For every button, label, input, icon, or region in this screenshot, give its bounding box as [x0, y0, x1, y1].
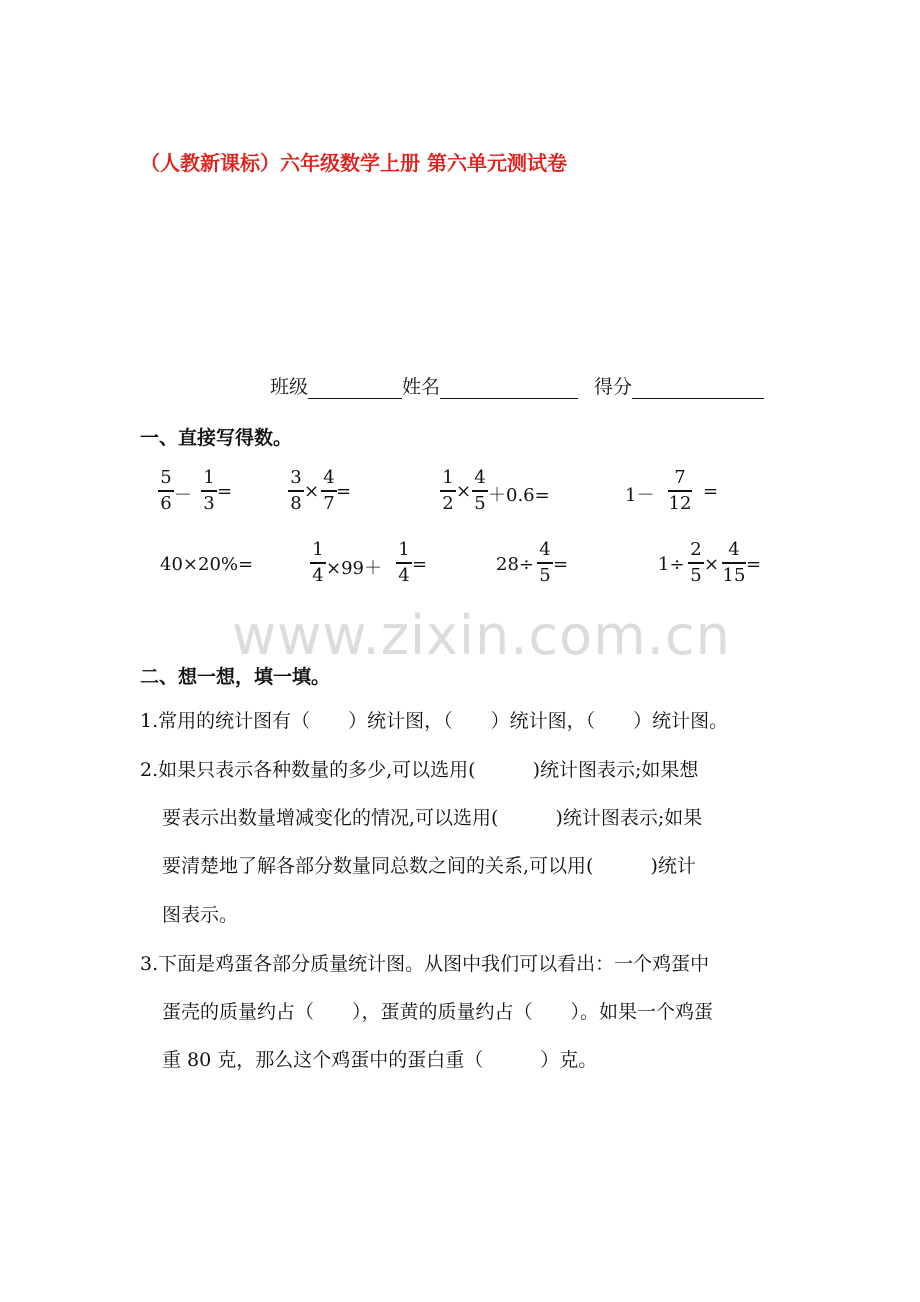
question-2-line-2: 要表示出数量增减变化的情况,可以选用( )统计图表示;如果 [162, 807, 703, 829]
fraction: 2 5 [688, 540, 704, 586]
student-info [270, 372, 764, 399]
fraction: 1 3 [201, 468, 217, 514]
score-blank[interactable] [632, 378, 764, 399]
equals: = [336, 481, 352, 502]
question-3-line-1: 3.下面是鸡蛋各部分质量统计图。从图中我们可以看出：一个鸡蛋中 [140, 953, 710, 975]
fraction: 4 5 [472, 468, 488, 514]
class-label: 班级 [270, 376, 309, 398]
equals: = [553, 554, 569, 575]
section1-heading: 一、直接写得数。 [140, 427, 293, 449]
equals: = [217, 481, 233, 502]
operator: × [456, 481, 472, 502]
class-blank[interactable] [308, 378, 402, 399]
fraction: 4 7 [321, 468, 337, 514]
name-label: 姓名 [402, 376, 441, 398]
operator: × [304, 481, 320, 502]
watermark: www.zixin.com.cn [232, 604, 731, 667]
question-1: 1.常用的统计图有（ ）统计图，（ ）统计图，（ ）统计图。 [140, 710, 729, 732]
operator: － [174, 485, 192, 506]
fraction: 4 15 [722, 539, 746, 586]
question-2-line-1: 2.如果只表示各种数量的多少,可以选用( )统计图表示;如果想 [140, 759, 699, 781]
equals: = [412, 554, 428, 575]
page-title: （人教新课标）六年级数学上册 第六单元测试卷 [140, 151, 567, 175]
fraction: 7 12 [668, 467, 692, 514]
name-blank[interactable] [440, 378, 578, 399]
equals: = [746, 554, 762, 575]
question-3-line-3: 重 80 克，那么这个鸡蛋中的蛋白重（ ）克。 [162, 1049, 598, 1071]
expression-lead: 1－ [625, 485, 655, 506]
fraction: 4 5 [537, 540, 553, 586]
operator: × [704, 554, 720, 575]
question-3-line-2: 蛋壳的质量约占（ ），蛋黄的质量约占（ ）。如果一个鸡蛋 [162, 1001, 714, 1023]
question-2-line-4: 图表示。 [162, 904, 239, 926]
expression-lead: 28÷ [496, 554, 534, 575]
fraction: 1 2 [440, 468, 456, 514]
operator: ×99＋ [326, 558, 382, 579]
equals: = [703, 481, 719, 502]
fraction: 1 4 [396, 540, 412, 586]
expression-lead: 1÷ [658, 554, 685, 575]
score-label: 得分 [594, 376, 633, 398]
expression-tail: ＋0.6= [488, 485, 550, 506]
fraction: 1 4 [310, 540, 326, 586]
section2-heading: 二、想一想，填一填。 [140, 666, 331, 688]
fraction: 3 8 [288, 468, 304, 514]
problem-r2-1: 40×20%= [160, 554, 254, 575]
question-2-line-3: 要清楚地了解各部分数量同总数之间的关系,可以用( )统计 [162, 855, 696, 877]
fraction: 5 6 [158, 468, 174, 514]
